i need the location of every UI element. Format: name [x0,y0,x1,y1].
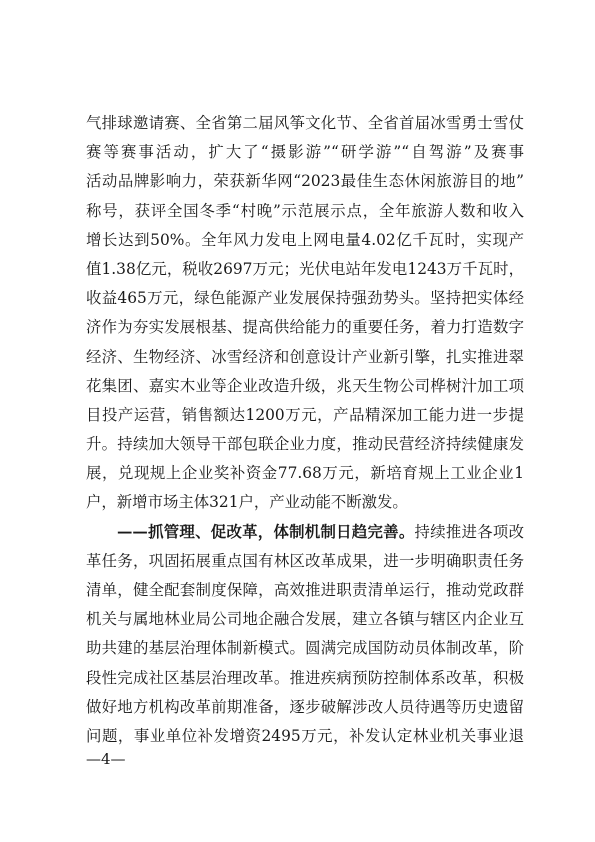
text-line: 段性完成社区基层治理改革。推进疾病预防控制体系改革，积极 [86,668,524,687]
section-heading-line [86,522,524,542]
text-line: 增长达到50%。全年风力发电上网电量4.02亿千瓦时，实现产 [86,230,524,249]
heading-continuation: 持续推进各项改 [414,522,524,541]
page-number: —4— [86,750,126,768]
text-line: 展，兑现规上企业奖补资金77.68万元，新培育规上工业企业1 [86,464,524,483]
text-line: 赛等赛事活动，扩大了“摄影游”“研学游”“自驾游”及赛事 [86,143,524,162]
text-line: 清单，健全配套制度保障，高效推进职责清单运行，推动党政群 [86,581,524,599]
text-line: 升。持续加大领导干部包联企业力度，推动民营经济持续健康发 [86,435,524,454]
text-line: 济作为夯实发展根基、提高供给能力的重要任务，着力打造数字 [86,318,524,337]
text-line: 活动品牌影响力，荣获新华网“2023最佳生态休闲旅游目的地” [86,172,524,191]
text-line: 革任务，巩固拓展重点国有林区改革成果，进一步明确职责任务 [86,551,524,570]
text-line: 称号，获评全国冬季“村晚”示范展示点，全年旅游人数和收入 [86,201,524,220]
text-line: 气排球邀请赛、全省第二届风筝文化节、全省首届冰雪勇士雪仗 [86,114,524,132]
text-line: 值1.38亿元，税收2697万元；光伏电站年发电1243万千瓦时， [86,259,524,278]
text-line: 目投产运营，销售额达1200万元，产品精深加工能力进一步提 [86,405,524,424]
text-line: 做好地方机构改革前期准备，逐步破解涉改人员待遇等历史遗留 [86,697,524,716]
text-line: 户，新增市场主体321户，产业动能不断激发。 [86,493,408,512]
text-line: 花集团、嘉实木业等企业改造升级，兆天生物公司桦树汁加工项 [86,376,524,395]
section-heading: ——抓管理、促改革，体制机制日趋完善。 [117,522,415,541]
text-line: 问题，事业单位补发增资2495万元，补发认定林业机关事业退 [86,726,524,745]
body-text [86,113,524,755]
text-line: 收益465万元，绿色能源产业发展保持强劲势头。坚持把实体经 [86,289,524,308]
text-line: 经济、生物经济、冰雪经济和创意设计产业新引擎，扎实推进翠 [86,347,524,366]
text-line: 机关与属地林业局公司地企融合发展，建立各镇与辖区内企业互 [86,610,524,629]
text-line: 助共建的基层治理体制新模式。圆满完成国防动员体制改革，阶 [86,639,524,658]
